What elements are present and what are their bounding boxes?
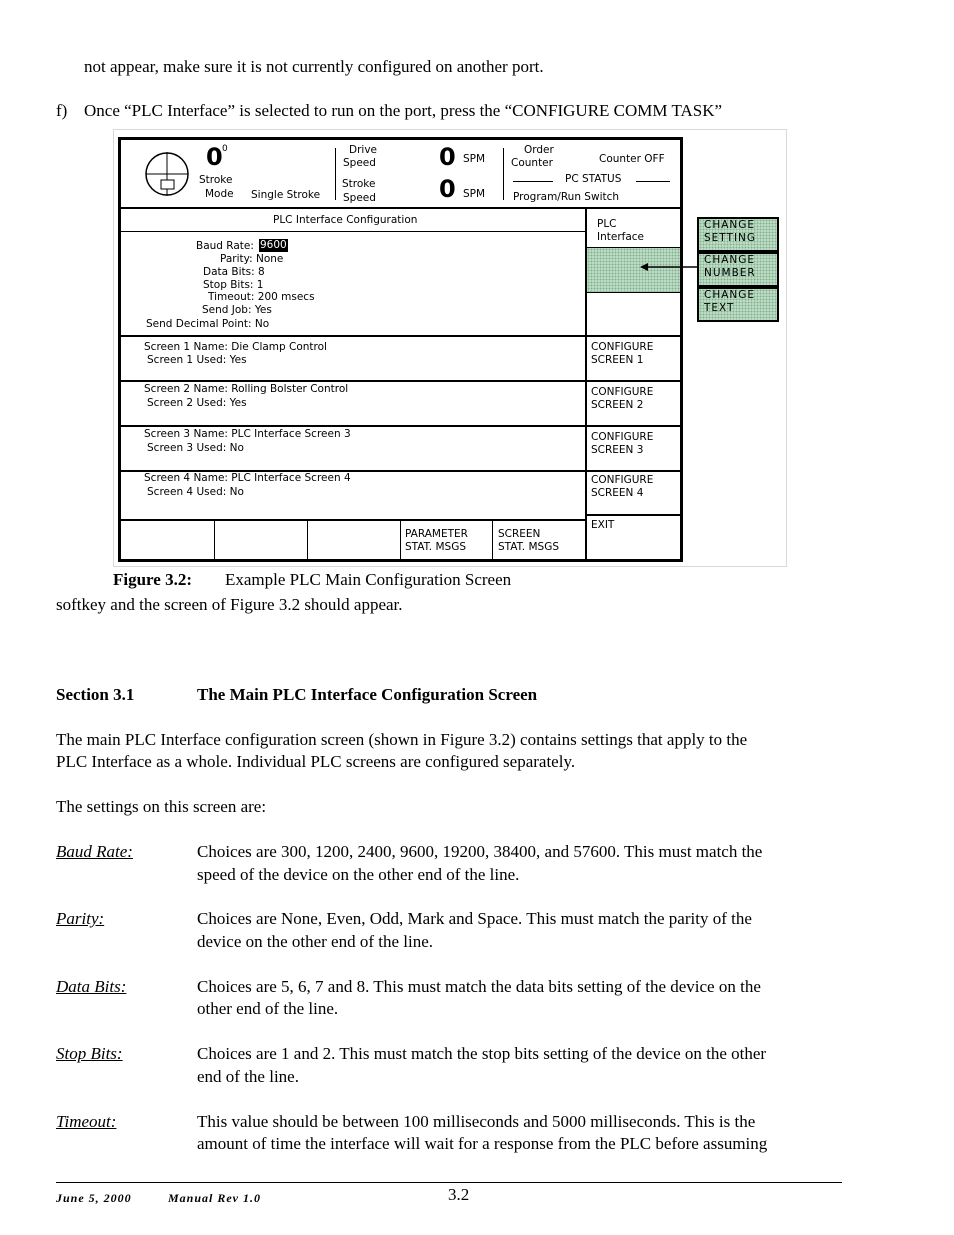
- stroke-angle-unit: 0: [222, 144, 228, 154]
- stroke-speed-label-2: Speed: [343, 192, 376, 204]
- stroke-speed-value: 0: [439, 175, 456, 203]
- step-text: Once “PLC Interface” is selected to run on the port, press the “CONFIGURE COMM TASK”: [84, 101, 723, 120]
- config-title: PLC Interface Configuration: [273, 214, 418, 226]
- data-bits-setting: Data Bits: 8: [203, 266, 265, 278]
- footer-date: June 5, 2000: [56, 1191, 132, 1205]
- stop-bits-setting: Stop Bits: 1: [203, 279, 264, 291]
- screen-3-name: Screen 3 Name: PLC Interface Screen 3: [144, 428, 351, 440]
- configure-screen-4-button[interactable]: CONFIGURE SCREEN 4: [591, 474, 654, 499]
- change-number-button[interactable]: CHANGE NUMBER: [697, 252, 779, 287]
- intro-line: not appear, make sure it is not currently configured on another port.: [84, 57, 544, 76]
- def-text-line2: speed of the device on the other end of the line.: [197, 865, 520, 884]
- parity-setting: Parity: None: [220, 253, 284, 265]
- def-term-timeout: Timeout:: [56, 1112, 117, 1131]
- figure-caption-text: Example PLC Main Configuration Screen: [225, 570, 512, 589]
- stroke-speed-unit: SPM: [463, 188, 486, 200]
- pc-status: PC STATUS: [565, 173, 622, 185]
- configure-screen-3-button[interactable]: CONFIGURE SCREEN 3: [591, 431, 654, 456]
- page-number: 3.2: [448, 1185, 470, 1204]
- stroke-angle-value: 0: [206, 143, 223, 171]
- para2: The settings on this screen are:: [56, 797, 267, 816]
- def-text-line2: end of the line.: [197, 1067, 299, 1086]
- screen-2-name: Screen 2 Name: Rolling Bolster Control: [144, 383, 349, 395]
- order-counter-label-1: Order: [524, 144, 554, 156]
- change-text-button[interactable]: CHANGE TEXT: [697, 287, 779, 322]
- drive-speed-value: 0: [439, 143, 456, 171]
- stroke-speed-label-1: Stroke: [342, 178, 376, 190]
- screen-stat-msgs-button[interactable]: SCREEN STAT. MSGS: [498, 528, 560, 553]
- baud-rate-label: Baud Rate:: [196, 240, 254, 252]
- def-text-line1: Choices are 5, 6, 7 and 8. This must match the data bits setting of the device on the: [197, 977, 761, 996]
- drive-speed-unit: SPM: [463, 153, 486, 165]
- screen-1-used: Screen 1 Used: Yes: [147, 354, 247, 366]
- def-term-data-bits: Data Bits:: [56, 977, 127, 996]
- step-marker: f): [56, 101, 68, 120]
- arrow-left-icon: [640, 260, 700, 274]
- def-term-stop-bits: Stop Bits:: [56, 1044, 123, 1063]
- send-decimal-setting: Send Decimal Point: No: [146, 318, 270, 330]
- screen-4-used: Screen 4 Used: No: [147, 486, 244, 498]
- side-title-1: PLC: [597, 218, 617, 230]
- counter-status: Counter OFF: [599, 153, 665, 165]
- configure-screen-1-button[interactable]: CONFIGURE SCREEN 1: [591, 341, 654, 366]
- section-title: The Main PLC Interface Configuration Screen: [197, 685, 538, 704]
- def-text-line1: Choices are None, Even, Odd, Mark and Space. This must match the parity of the: [197, 909, 752, 928]
- para1-line2: PLC Interface as a whole. Individual PLC screens are configured separately.: [56, 752, 576, 771]
- screen-1-name: Screen 1 Name: Die Clamp Control: [144, 341, 327, 353]
- section-number: Section 3.1: [56, 685, 135, 704]
- def-text-line1: This value should be between 100 milliseconds and 5000 milliseconds. This is the: [197, 1112, 756, 1131]
- configure-screen-2-button[interactable]: CONFIGURE SCREEN 2: [591, 386, 654, 411]
- footer-revision: Manual Rev 1.0: [168, 1191, 262, 1205]
- def-text-line2: device on the other end of the line.: [197, 932, 434, 951]
- after-figure-text: softkey and the screen of Figure 3.2 should appear.: [56, 595, 403, 614]
- def-term-parity: Parity:: [56, 909, 105, 928]
- change-setting-button[interactable]: CHANGE SETTING: [697, 217, 779, 252]
- screen-2-used: Screen 2 Used: Yes: [147, 397, 247, 409]
- side-title-2: Interface: [597, 231, 645, 243]
- para1-line1: The main PLC Interface configuration screen (shown in Figure 3.2) contains settings that apply to the: [56, 730, 748, 749]
- stroke-dial-icon: [143, 150, 191, 198]
- figure-caption-label: Figure 3.2:: [113, 570, 193, 589]
- mode-label: Mode: [205, 188, 234, 200]
- exit-button[interactable]: EXIT: [591, 519, 615, 531]
- drive-speed-label-2: Speed: [343, 157, 376, 169]
- timeout-setting: Timeout: 200 msecs: [208, 291, 315, 303]
- baud-rate-value[interactable]: 9600: [260, 239, 287, 251]
- def-text-line2: amount of time the interface will wait for a response from the PLC before assuming: [197, 1134, 768, 1153]
- def-text-line1: Choices are 300, 1200, 2400, 9600, 19200, 38400, and 57600. This must match the: [197, 842, 763, 861]
- program-run-switch: Program/Run Switch: [513, 191, 620, 203]
- def-term-baud-rate: Baud Rate:: [56, 842, 133, 861]
- footer-rule: [56, 1182, 842, 1183]
- send-job-setting: Send Job: Yes: [202, 304, 272, 316]
- stroke-mode-label: Stroke: [199, 174, 233, 186]
- screen-3-used: Screen 3 Used: No: [147, 442, 244, 454]
- screen-4-name: Screen 4 Name: PLC Interface Screen 4: [144, 472, 351, 484]
- parameter-stat-msgs-button[interactable]: PARAMETER STAT. MSGS: [405, 528, 468, 553]
- def-text-line1: Choices are 1 and 2. This must match the stop bits setting of the device on the other: [197, 1044, 767, 1063]
- order-counter-label-2: Counter: [511, 157, 553, 169]
- drive-speed-label-1: Drive: [349, 144, 377, 156]
- plc-config-screen: [118, 137, 683, 562]
- def-text-line2: other end of the line.: [197, 999, 339, 1018]
- mode-value: Single Stroke: [251, 189, 321, 201]
